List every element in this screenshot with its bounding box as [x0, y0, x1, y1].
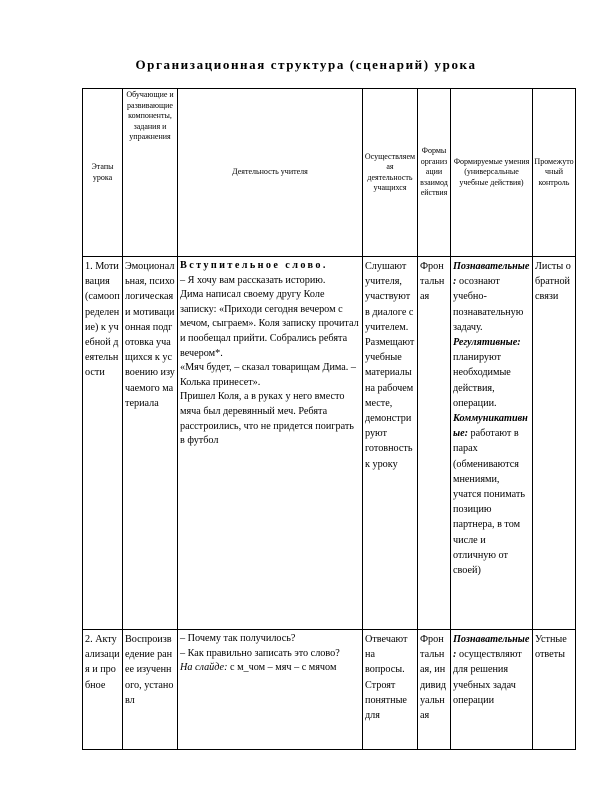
teacher-line: «Мяч будет, – сказал товарищам Дима. – Колька принесет».: [180, 362, 356, 388]
table-row: [83, 257, 576, 630]
control-cell: Листы обратной связи: [533, 257, 576, 630]
teacher-line: Пришел Коля, а в руках у него вместо мяча был деревянный меч. Ребята расстроились, что не придется поиграть в футбол: [180, 391, 354, 447]
teacher-line: – Почему так получилось?: [180, 633, 296, 644]
teacher-heading: Вступительное слово.: [180, 260, 328, 271]
content-cell: Воспроизведение ранее изученного, установл: [123, 630, 178, 750]
student-cell: Отвечают на вопросы. Строят понятные для: [363, 630, 418, 750]
page-title: Организационная структура (сценарий) урока: [135, 57, 477, 72]
header-content: Обучающие и развивающие компоненты, задания и упражнения: [123, 89, 178, 257]
header-teacher: Деятельность учителя: [178, 89, 363, 257]
skills-cell: [451, 257, 533, 630]
header-stage: Этапы урока: [83, 89, 123, 257]
slide-label: На слайде:: [180, 662, 228, 674]
skill-label: Познавательные:: [453, 634, 530, 661]
skill-label: Регулятивные:: [453, 337, 521, 349]
lesson-structure-table: [82, 88, 576, 750]
teacher-cell: [178, 630, 363, 750]
stage-cell: 1. Мотивация (самоопределение) к учебной деятельности: [83, 257, 123, 630]
header-forms: Формы организации взаимодействия: [418, 89, 451, 257]
forms-cell: Фронтальная, индивидуальная: [418, 630, 451, 750]
skill-text: осуществляют для решения учебных задач операции: [453, 649, 522, 706]
header-skills: Формируемые умения (универсальные учебные действия): [451, 89, 533, 257]
header-control: Промежуточный контроль: [533, 89, 576, 257]
skill-text: планируют необходимые действия, операции.: [453, 352, 511, 409]
header-student: Осуществляемая деятельность учащихся: [363, 89, 418, 257]
table-header-row: [83, 89, 576, 257]
content-cell: Эмоциональная, психологическая и мотивационная подготовка учащихся к усвоению изучаемого материала: [123, 257, 178, 630]
slide-line: [180, 661, 360, 676]
table-row: [83, 630, 576, 750]
teacher-line: – Я хочу вам рассказать историю.: [180, 274, 326, 286]
teacher-line: – Как правильно записать это слово?: [180, 647, 340, 659]
stage-cell: 2. Актуализация и пробное: [83, 630, 123, 750]
skill-label: Познавательные:: [453, 261, 530, 288]
forms-cell: Фронтальная: [418, 257, 451, 630]
control-cell: Устные ответы: [533, 630, 576, 750]
student-cell: Слушают учителя, участвуют в диалоге с учителем. Размещают учебные материалы на рабочем месте, демонстрируют готовность к уроку: [363, 257, 418, 630]
skill-text: осознают учебно-познавательную задачу.: [453, 276, 524, 333]
skills-cell: [451, 630, 533, 750]
teacher-line: Дима написал своему другу Коле записку: «Приходи сегодня вечером с мечом, сыграем». Коля записку прочитал и пообещал прийти. Собрались ребята вечером*.: [180, 289, 359, 359]
skill-text: работают в парах (обмениваются мнениями, учатся понимать позицию партнера, в том числе и отличную от своей): [453, 428, 525, 577]
slide-text: с м_чом – мяч – с мячом: [230, 662, 337, 674]
skill-label: Коммуникативные:: [453, 413, 528, 440]
teacher-cell: [178, 257, 363, 630]
